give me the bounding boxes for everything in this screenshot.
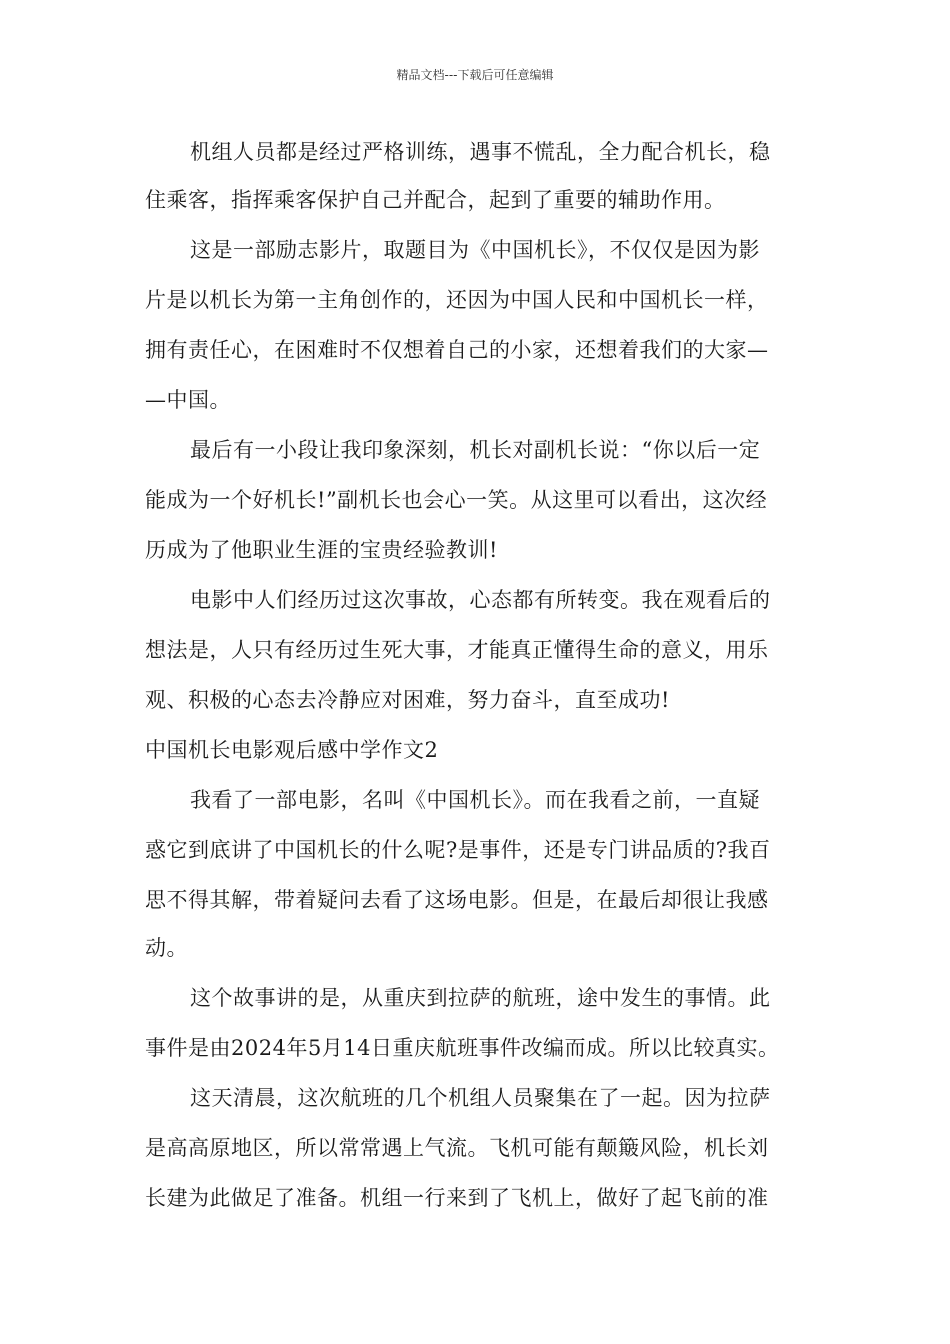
paragraph-line: 拥有责任心，在困难时不仅想着自己的小家，还想着我们的大家—: [145, 338, 769, 362]
paragraph-line: 思不得其解，带着疑问去看了这场电影。但是，在最后却很让我感: [145, 888, 769, 912]
paragraph-line: 这个故事讲的是，从重庆到拉萨的航班，途中发生的事情。此: [190, 986, 771, 1010]
paragraph-line: 片是以机长为第一主角创作的，还因为中国人民和中国机长一样，: [145, 288, 769, 312]
paragraph-line: 这是一部励志影片，取题目为《中国机长》，不仅仅是因为影: [190, 238, 760, 262]
paragraph-line: 住乘客，指挥乘客保护自己并配合，起到了重要的辅助作用。: [145, 188, 726, 212]
paragraph-line: 长建为此做足了准备。机组一行来到了飞机上，做好了起飞前的准: [145, 1186, 769, 1210]
paragraph-line: 我看了一部电影，名叫《中国机长》。而在我看之前，一直疑: [190, 788, 760, 812]
paragraph-line: 想法是，人只有经历过生死大事，才能真正懂得生命的意义，用乐: [145, 638, 769, 662]
paragraph-line: 这天清晨，这次航班的几个机组人员聚集在了一起。因为拉萨: [190, 1086, 771, 1110]
paragraph-line: 最后有一小段让我印象深刻，机长对副机长说：“你以后一定: [190, 438, 761, 462]
paragraph-line: 观、积极的心态去冷静应对困难，努力奋斗，直至成功!: [145, 688, 670, 712]
paragraph-line: 能成为一个好机长!”副机长也会心一笑。从这里可以看出，这次经: [145, 488, 768, 512]
paragraph-line: 电影中人们经历过这次事故，心态都有所转变。我在观看后的: [190, 588, 771, 612]
paragraph-line: 动。: [145, 936, 188, 960]
paragraph-line: 是高高原地区，所以常常遇上气流。飞机可能有颠簸风险，机长刘: [145, 1136, 769, 1160]
paragraph-line: 事件是由2024年5月14日重庆航班事件改编而成。所以比较真实。: [145, 1036, 780, 1060]
paragraph-line: 历成为了他职业生涯的宝贵经验教训!: [145, 538, 498, 562]
paragraph-line: —中国。: [145, 388, 231, 412]
paragraph-line: 惑它到底讲了中国机长的什么呢?是事件，还是专门讲品质的?我百: [145, 838, 771, 862]
paragraph-line: 机组人员都是经过严格训练，遇事不慌乱，全力配合机长，稳: [190, 140, 771, 164]
section-title: 中国机长电影观后感中学作文2: [145, 738, 439, 762]
page-header: 精品文档---下载后可任意编辑: [396, 68, 554, 82]
